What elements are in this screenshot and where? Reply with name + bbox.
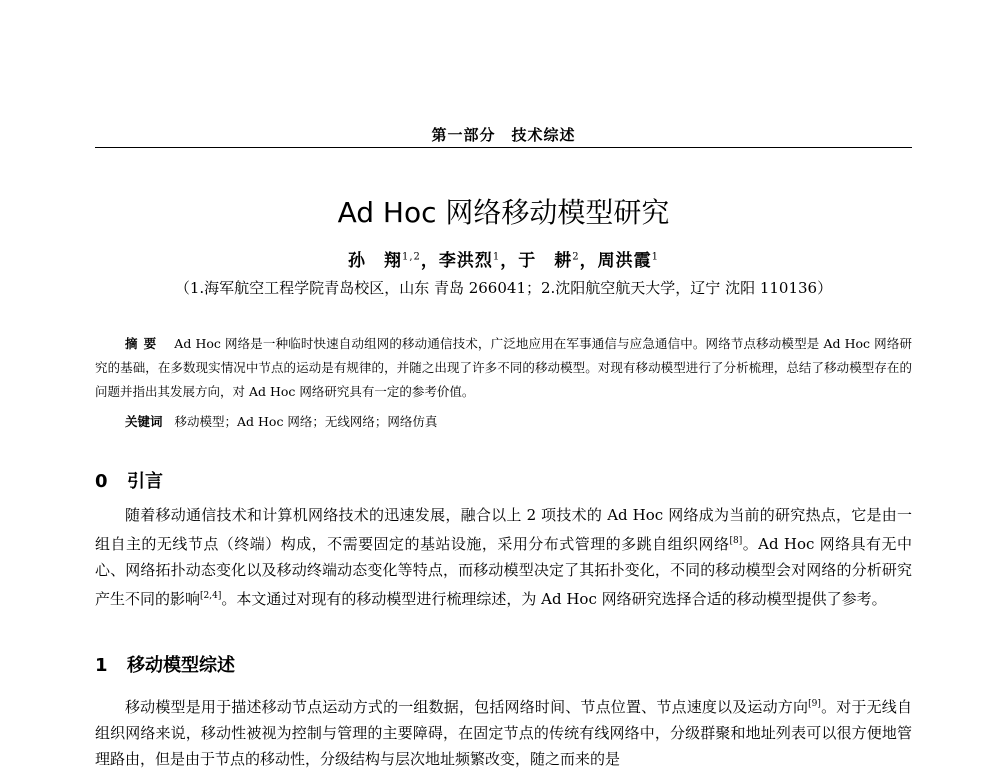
section-number: 1: [95, 654, 108, 676]
para-text: 随着移动通信技术和计算机网络技术的迅速发展，融合以上 2 项技术的 Ad Hoc 网络成为当前的研究热点，它是由一组自主的无线节点（终端）构成，不需要固定的基站设施，采用分布式管理的多跳自组织网络: [95, 506, 912, 553]
para-text: 。对于无线自组织网络来说，移动性被视为控制与管理的主要障碍，在固定节点的传统有线网络中，分级群聚和地址列表可以很方便地管理路由，但是由于节点的移动性，分级结构与层次地址频繁改变，随之而来的是: [95, 698, 912, 768]
abstract-label: 摘要: [125, 336, 163, 351]
keywords: [95, 410, 912, 434]
author-affil-marker: 1: [492, 251, 501, 263]
author-list: 孙 翔$^{1,2}$，李洪烈$^1$，于 耕$^2$，周洪霞$^1$: [347, 251, 660, 271]
author-name: 李洪烈: [438, 251, 493, 271]
author-name: 周洪霞: [597, 251, 652, 271]
author-name: 于 耕: [518, 251, 573, 271]
section-heading-mobility-models: [95, 651, 912, 677]
running-head: 第一部分 技术综述: [431, 126, 576, 144]
section-title: 移动模型综述: [127, 654, 235, 676]
introduction-paragraph: [95, 502, 912, 612]
section-heading-introduction: [95, 467, 912, 493]
section-title: 引言: [127, 470, 163, 492]
para-text: 。本文通过对现有的移动模型进行梳理综述，为 Ad Hoc 网络研究选择合适的移动模型提供了参考。: [221, 590, 887, 608]
citation-ref: [2,4]: [200, 591, 222, 601]
keywords-label: 关键词: [125, 414, 163, 429]
citation-ref: [8]: [729, 536, 743, 546]
abstract: [95, 332, 912, 404]
author-affil-marker: 1,2: [401, 251, 421, 263]
paper-title: Ad Hoc 网络移动模型研究: [337, 195, 670, 229]
citation-ref: [9]: [808, 699, 821, 709]
para-text: 移动模型是用于描述移动节点运动方式的一组数据，包括网络时间、节点位置、节点速度以及运动方向: [125, 698, 809, 716]
author-name: 孙 翔: [347, 251, 402, 271]
abstract-text: Ad Hoc 网络是一种临时快速自动组网的移动通信技术，广泛地应用在军事通信与应急通信中。网络节点移动模型是 Ad Hoc 网络研究的基础，在多数现实情况中节点的运动是有规律的，并随之出现了许多不同的移动模型。对现有移动模型进行了分析梳理，总结了移动模型存在的问题并指出其发展方向，对 Ad Hoc 网络研究具有一定的参考价值。: [95, 336, 912, 399]
author-affil-marker: 2: [572, 251, 580, 263]
author-affil-marker: 1: [651, 251, 660, 263]
keywords-text: 移动模型；Ad Hoc 网络；无线网络；网络仿真: [174, 414, 438, 429]
header-rule: [95, 147, 912, 148]
section-number: 0: [95, 470, 108, 492]
affiliation: （1.海军航空工程学院青岛校区，山东 青岛 266041；2.沈阳航空航天大学，辽宁 沈阳 110136）: [174, 279, 833, 297]
para-text: 。Ad Hoc 网络具有无中心、网络拓扑动态变化以及移动终端动态变化等特点，而移动模型决定了其拓扑变化，不同的移动模型会对网络的分析研究产生不同的影响: [95, 535, 912, 608]
